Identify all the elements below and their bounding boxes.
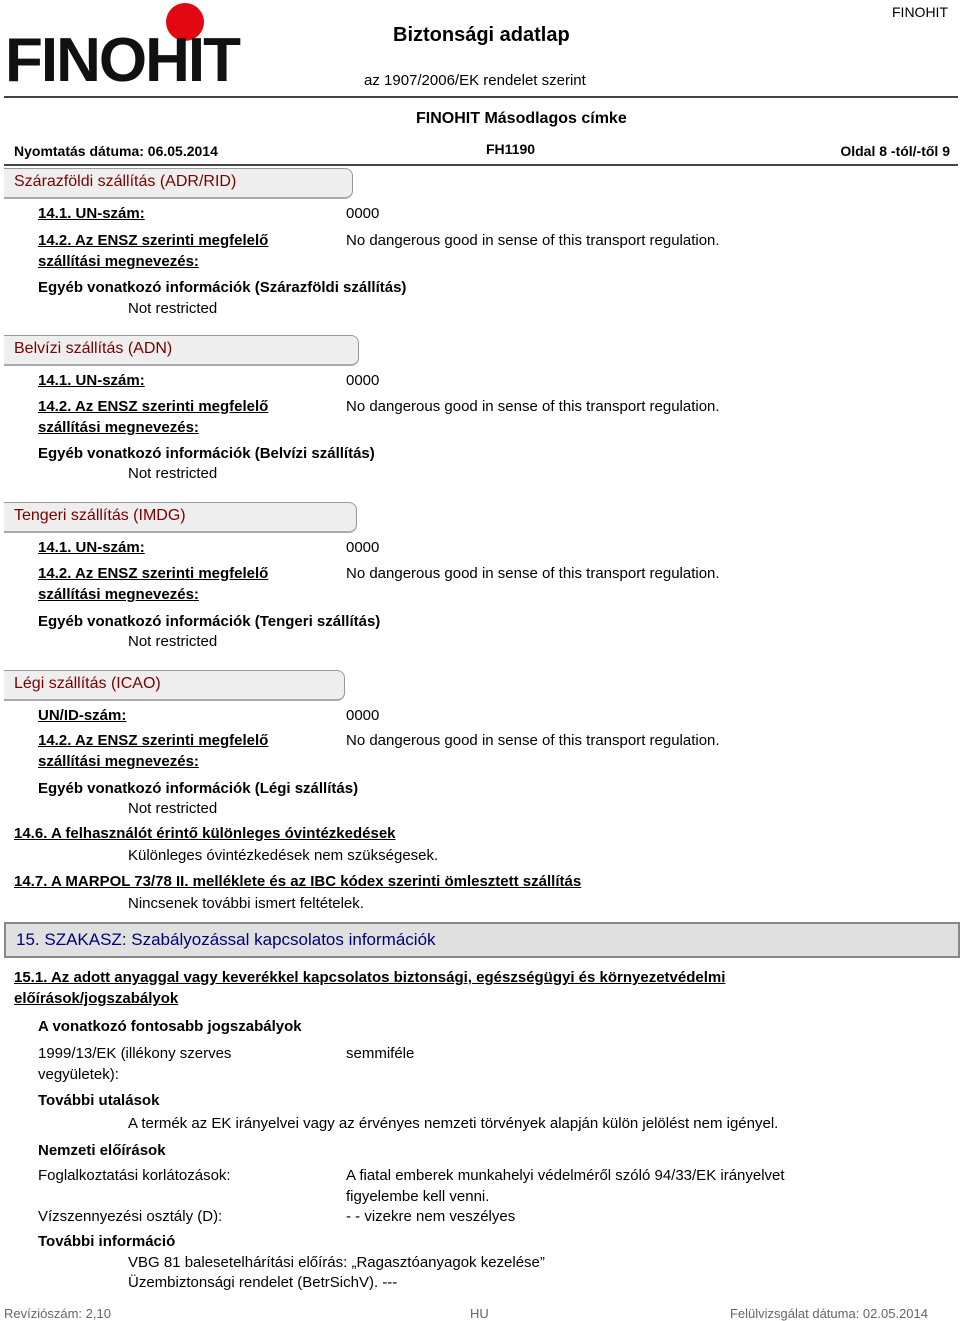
other-info-value: Not restricted [128,800,218,817]
review-date: Felülvizsgálat dátuma: 02.05.2014 [729,1306,928,1321]
additional-info-heading: További információ [38,1233,176,1250]
further-notes-heading: További utalások [38,1092,160,1109]
shipping-name-label-cont: szállítási megnevezés: [38,753,199,770]
voc-label-cont: vegyületek): [38,1066,119,1083]
shipping-name-label-cont: szállítási megnevezés: [38,586,199,603]
un-id-number-value: 0000 [346,707,380,724]
shipping-name-value: No dangerous good in sense of this transport regulation. [346,232,720,249]
un-number-value: 0000 [346,205,380,222]
regulations-subtitle: 15.1. Az adott anyaggal vagy keverékkel kapcsolatos biztonsági, egészségügyi és környezetvédelmi [14,969,726,986]
section-15-header [4,922,960,958]
additional-info-text-cont: Üzembiztonsági rendelet (BetrSichV). --- [128,1274,398,1291]
other-info-label: Egyéb vonatkozó információk (Légi szállítás) [38,780,359,797]
shipping-name-value: No dangerous good in sense of this transport regulation. [346,398,720,415]
shipping-name-label: 14.2. Az ENSZ szerinti megfelelő [38,232,269,249]
employment-restrictions-label: Foglalkoztatási korlátozások: [38,1167,231,1184]
page-number: Oldal 8 -tól/-től 9 [840,143,950,159]
other-info-value: Not restricted [128,300,218,317]
special-precautions-title: 14.6. A felhasználót érintő különleges óvintézkedések [14,825,396,842]
un-id-number-label: UN/ID-szám: [38,707,127,724]
shipping-name-value: No dangerous good in sense of this transport regulation. [346,565,720,582]
other-info-label: Egyéb vonatkozó információk (Tengeri szállítás) [38,613,381,630]
revision-number: Revíziószám: 2,10 [4,1306,111,1321]
section-title: Szárazföldi szállítás (ADR/RID) [14,173,237,190]
header-company: FINOHIT [892,4,948,20]
regulation-reference: az 1907/2006/EK rendelet szerint [364,72,586,89]
employment-restrictions-value: A fiatal emberek munkahelyi védelméről szóló 94/33/EK irányelvet [346,1167,785,1184]
product-code: FH1190 [486,141,536,157]
other-info-label: Egyéb vonatkozó információk (Szárazföldi szállítás) [38,279,407,296]
water-hazard-class-label: Vízszennyezési osztály (D): [38,1208,223,1225]
un-number-value: 0000 [346,372,380,389]
shipping-name-label: 14.2. Az ENSZ szerinti megfelelő [38,732,269,749]
regulations-subtitle-cont: előírások/jogszabályok [14,990,179,1007]
national-regulations-heading: Nemzeti előírások [38,1142,166,1159]
un-number-label: 14.1. UN-szám: [38,205,145,222]
un-number-value: 0000 [346,539,380,556]
shipping-name-label: 14.2. Az ENSZ szerinti megfelelő [38,398,269,415]
section-tab [4,670,345,701]
un-number-label: 14.1. UN-szám: [38,372,145,389]
voc-label: 1999/13/EK (illékony szerves [38,1045,232,1062]
marpol-text: Nincsenek további ismert feltételek. [128,895,364,912]
other-info-value: Not restricted [128,633,218,650]
special-precautions-text: Különleges óvintézkedések nem szükségesek. [128,847,439,864]
section-tab [4,502,357,533]
voc-value: semmiféle [346,1045,415,1062]
further-notes-text: A termék az EK irányelvei vagy az érvényes nemzeti törvények alapján külön jelölést nem igényel. [128,1115,779,1132]
header-divider-bottom [4,164,958,166]
shipping-name-label-cont: szállítási megnevezés: [38,253,199,270]
shipping-name-label: 14.2. Az ENSZ szerinti megfelelő [38,565,269,582]
other-info-value: Not restricted [128,465,218,482]
marpol-title: 14.7. A MARPOL 73/78 II. melléklete és az IBC kódex szerinti ömlesztett szállítás [14,873,582,890]
employment-restrictions-value-cont: figyelembe kell venni. [346,1188,490,1205]
section-title: Tengeri szállítás (IMDG) [14,507,186,524]
section-15-title: 15. SZAKASZ: Szabályozással kapcsolatos információk [16,930,436,949]
section-tab [4,168,353,199]
shipping-name-label-cont: szállítási megnevezés: [38,419,199,436]
logo-wordmark: FINOHIT [5,26,239,95]
other-info-label: Egyéb vonatkozó információk (Belvízi szállítás) [38,445,375,462]
language-code: HU [470,1306,489,1321]
shipping-name-value: No dangerous good in sense of this transport regulation. [346,732,720,749]
water-hazard-class-value: - - vizekre nem veszélyes [346,1208,516,1225]
eu-regulations-heading: A vonatkozó fontosabb jogszabályok [38,1018,302,1035]
product-name: FINOHIT Másodlagos címke [416,110,627,127]
print-date: Nyomtatás dátuma: 06.05.2014 [14,143,218,159]
section-tab [4,335,359,366]
additional-info-text: VBG 81 balesetelhárítási előírás: „Ragasztóanyagok kezelése” [128,1254,545,1271]
un-number-label: 14.1. UN-szám: [38,539,145,556]
section-title: Légi szállítás (ICAO) [14,675,161,692]
section-title: Belvízi szállítás (ADN) [14,340,173,357]
header-divider-top [4,96,958,98]
document-title: Biztonsági adatlap [393,24,570,46]
